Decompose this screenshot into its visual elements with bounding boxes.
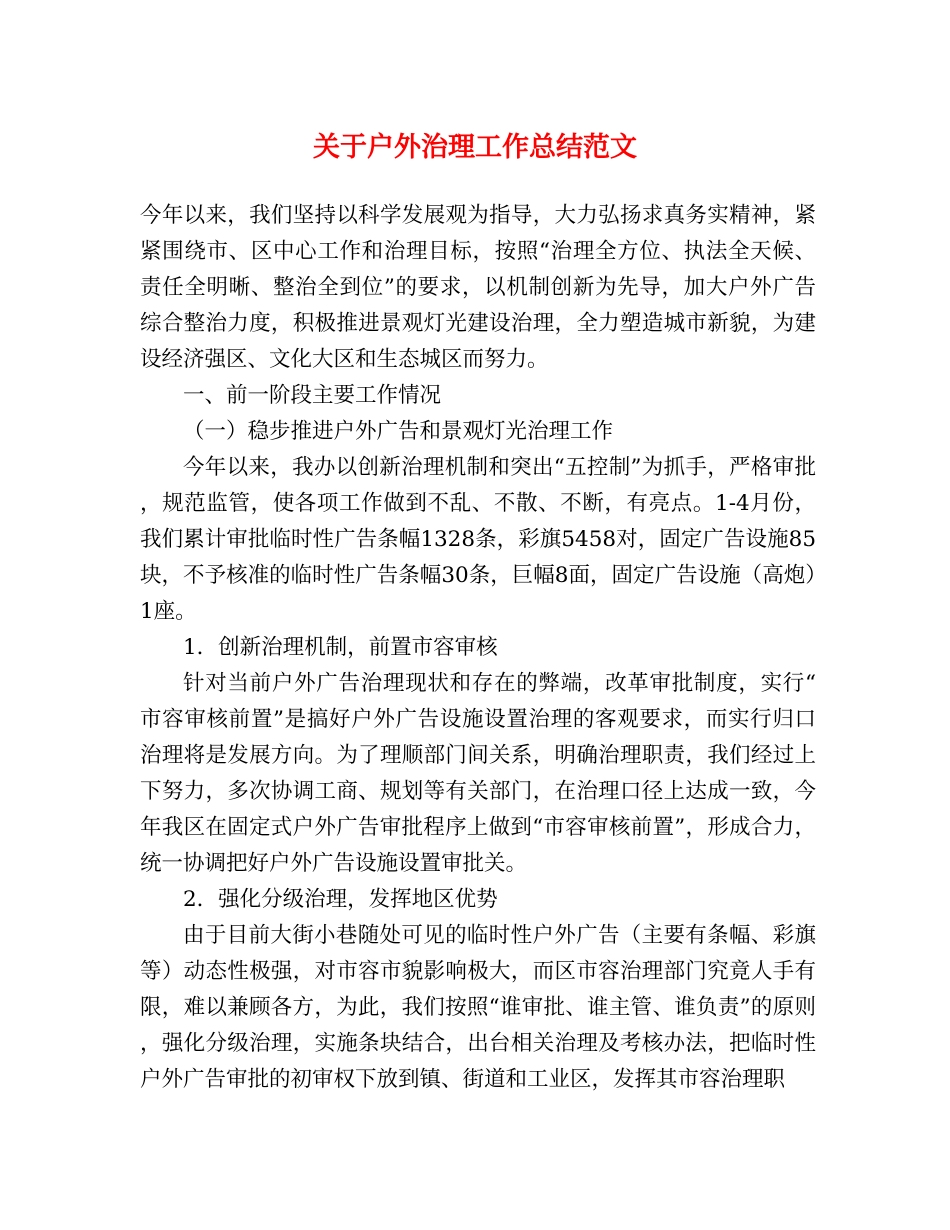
document-title: 关于户外治理工作总结范文: [313, 132, 637, 163]
item-heading-1: 1．创新治理机制，前置市容审核: [183, 635, 498, 660]
section-heading-1: 一、前一阶段主要工作情况: [183, 383, 442, 408]
item-heading-2: 2．强化分级治理，发挥地区优势: [183, 887, 498, 912]
paragraph-mechanism: 针对当前户外广告治理现状和存在的弊端，改革审批制度，实行“市容审核前置”是搞好户外广告设施设置治理的客观要求，而实行归口治理将是发展方向。为了理顺部门间关系，明确治理职责，我们经过上下努力，多次协调工商、规划等有关部门，在治理口径上达成一致，今年我区在固定式户外广告审批程序上做到“市容审核前置”，形成合力，统一协调把好户外广告设施设置审批关。: [140, 671, 816, 876]
paragraph-intro: 今年以来，我们坚持以科学发展观为指导，大力弘扬求真务实精神，紧紧围绕市、区中心工作和治理目标，按照“治理全方位、执法全天候、责任全明晰、整治全到位”的要求，以机制创新为先导，加大户外广告综合整治力度，积极推进景观灯光建设治理，全力塑造城市新貌，为建设经济强区、文化大区和生态城区而努力。: [140, 203, 816, 372]
document-body: [140, 198, 816, 1098]
paragraph-graded-management: 由于目前大街小巷随处可见的临时性户外广告（主要有条幅、彩旗等）动态性极强，对市容市貌影响极大，而区市容治理部门究竟人手有限，难以兼顾各方，为此，我们按照“谁审批、谁主管、谁负责”的原则，强化分级治理，实施条块结合，出台相关治理及考核办法，把临时性户外广告审批的初审权下放到镇、街道和工业区，发挥其市容治理职: [140, 923, 816, 1092]
paragraph-approval-stats: 今年以来，我办以创新治理机制和突出“五控制”为抓手，严格审批，规范监管，使各项工作做到不乱、不散、不断，有亮点。1-4月份，我们累计审批临时性广告条幅1328条，彩旗5458对，固定广告设施85块，不予核准的临时性广告条幅30条，巨幅8面，固定广告设施（高炮）1座。: [140, 455, 816, 624]
subsection-heading-1: （一）稳步推进户外广告和景观灯光治理工作: [183, 419, 614, 444]
